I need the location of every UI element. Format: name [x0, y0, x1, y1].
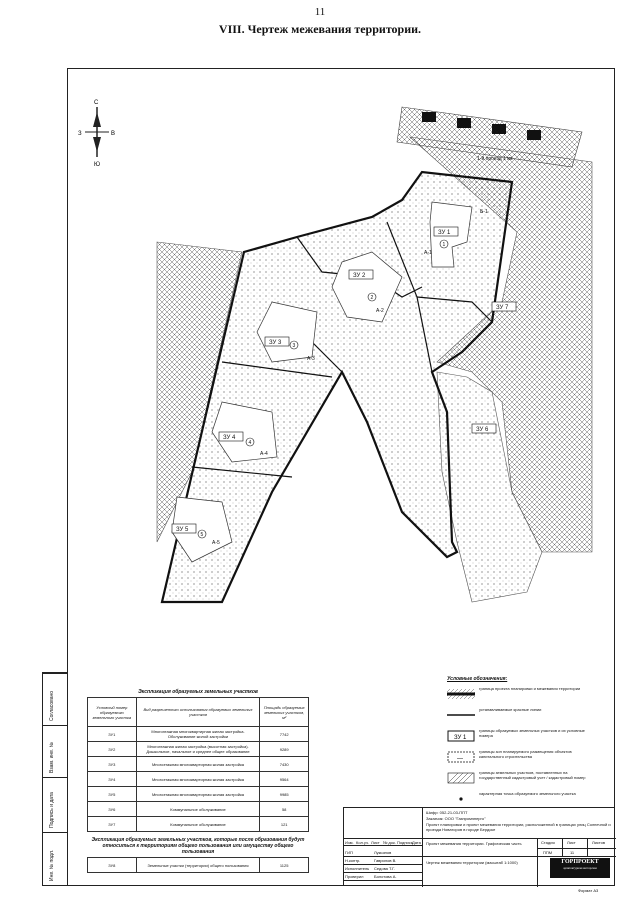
circle-2: 2 [370, 295, 374, 301]
stamp-code: Шифр: 052-21-03-ППТ [426, 810, 468, 815]
legend-item: ЗУ 1 границы образуемых земельных участков и их условные номера [447, 728, 587, 746]
cadastral-parcel-icon [447, 772, 475, 784]
label-a3: А-3 [307, 356, 315, 362]
legend-item: — границы зон планируемого размещения объектов капитального строительства [447, 749, 587, 767]
compass-e: В [111, 131, 116, 137]
legend-title: Условные обозначения: [447, 676, 508, 682]
north-arrow-icon [85, 107, 109, 157]
table2 [87, 857, 309, 873]
label-zu3: ЗУ 3 [269, 340, 282, 346]
side-label: Подпись и дата [49, 792, 55, 828]
side-label: Согласовано [49, 690, 55, 721]
table-row: ЗУ2 Многоэтажная жилая застройка (высотная застройка). Дошкольное, начальное и среднее общее образование 9289 [88, 742, 309, 757]
table-row: ЗУ4 Многоэтажная многоквартирная жилая застройка 9564 [88, 772, 309, 787]
label-a4: А-4 [260, 451, 268, 457]
table-row: ЗУ1 Многоэтажная многоквартирная жилая застройка. Обслуживание жилой застройки 7742 [88, 727, 309, 742]
table1-title: Экспликация образуемых земельных участков [138, 689, 258, 695]
stamp-drawing-name: Чертеж межевания территории (масштаб 1:1000) [426, 860, 518, 865]
label-zu5: ЗУ 5 [176, 527, 189, 533]
title-block: Шифр: 052-21-03-ППТ Заказчик: ООО "Газпромэнерго" Проект планировки и проект межевания территории, расположенной в границах улиц Солнечной и проезда Новаторов в городе Бердске Изм. Кол.уч. Лист № док. Подпись Дата ГИП Н.контр. Исполнитель Проверил Лукьянов Гаврилов В. Седова Т.Г. Болотова А. Проект межевания территории. Графическая часть Чертеж межевания территории (масштаб 1:1000) Стадия Лист Листов ППМ 11 [343, 807, 615, 886]
side-cell [43, 673, 67, 726]
page-title: VIII. Чертеж межевания территории. [218, 22, 422, 36]
table1-header: Вид разрешенного использования образуемых земельных участков [136, 698, 260, 727]
red-line-icon [447, 709, 475, 721]
table-row: ЗУ6 Коммунальное обслуживание 58 [88, 802, 309, 817]
black-block [527, 130, 541, 140]
black-block [422, 112, 436, 122]
cadastral-map [72, 72, 612, 692]
side-cell [43, 832, 67, 887]
legend-item: характерная точка образуемого земельного участка [447, 791, 587, 809]
circle-1: 1 [442, 242, 446, 248]
side-stamp [42, 672, 67, 886]
compass-w: З [78, 131, 82, 137]
table-row: ЗУ3 Многоэтажная многоквартирная жилая застройка 7430 [88, 757, 309, 772]
legend-item: устанавливаемые красные линии [447, 707, 587, 725]
page-number: 11 [314, 6, 326, 18]
label-b1: Б-1 [480, 209, 488, 215]
company-logo: ГОРПРОЕКТ архитектурная мастерская [550, 858, 610, 878]
compass-s: Ю [94, 162, 101, 168]
black-block [457, 118, 471, 128]
table1-header: Условный номер образуемого земельного участка [88, 698, 137, 727]
label-zu6: ЗУ 6 [476, 427, 489, 433]
sheet-format: Формат А3 [578, 888, 599, 893]
side-cell [43, 777, 67, 833]
stamp-customer: Заказчик: ООО "Газпромэнерго" [426, 816, 486, 821]
legend [447, 676, 587, 812]
side-label: Инв. № подл. [49, 849, 55, 881]
label-zu7: ЗУ 7 [496, 305, 509, 311]
side-cell [43, 725, 67, 778]
compass-n: С [94, 100, 99, 106]
table-row: ЗУ7 Коммунальное обслуживание 121 [88, 817, 309, 832]
table1 [87, 697, 309, 832]
table1-header: Площадь образуемых земельных участков, м² [260, 698, 309, 727]
explication-table [87, 689, 309, 873]
label-road: 1-й проезд 1 кв. [477, 156, 514, 162]
circle-5: 5 [200, 532, 204, 538]
label-a2: А-2 [376, 308, 384, 314]
label-zu2: ЗУ 2 [353, 273, 366, 279]
svg-text:—: — [457, 756, 463, 762]
stamp-drawing-title: Проект межевания территории. Графическая часть [426, 841, 522, 846]
circle-4: 4 [248, 440, 252, 446]
side-label: Взам. инв. № [49, 742, 55, 773]
stamp-project: Проект планировки и проект межевания территории, расположенной в границах улиц Солнечной и проезда Новаторов в городе Бердске [426, 822, 611, 832]
svg-text:ЗУ 1: ЗУ 1 [454, 735, 467, 741]
label-zu1: ЗУ 1 [438, 230, 451, 236]
black-block [492, 124, 506, 134]
circle-3: 3 [292, 343, 296, 349]
label-a5: А-5 [212, 540, 220, 546]
legend-item: границы земельных участков, поставленных на государственный кадастровый учет / кадастровый номер [447, 770, 587, 788]
project-boundary-icon [447, 688, 475, 700]
table-row: ЗУ5 Многоэтажная многоквартирная жилая застройка 9985 [88, 787, 309, 802]
table2-title: Экспликация образуемых земельных участков, которые после образования будут относиться к территориям общего пользования или имуществу общего пользования [91, 837, 305, 855]
parcel-label-icon [447, 730, 475, 742]
zone-boundary-icon [447, 751, 475, 763]
label-zu4: ЗУ 4 [223, 435, 236, 441]
characteristic-point-icon [447, 793, 475, 805]
table-row: ЗУ8 Земельные участки (территории) общего пользования 1125 [88, 858, 309, 873]
label-a1: А-1 [424, 250, 432, 256]
legend-item: граница проекта планировки и межевания территории [447, 686, 587, 704]
